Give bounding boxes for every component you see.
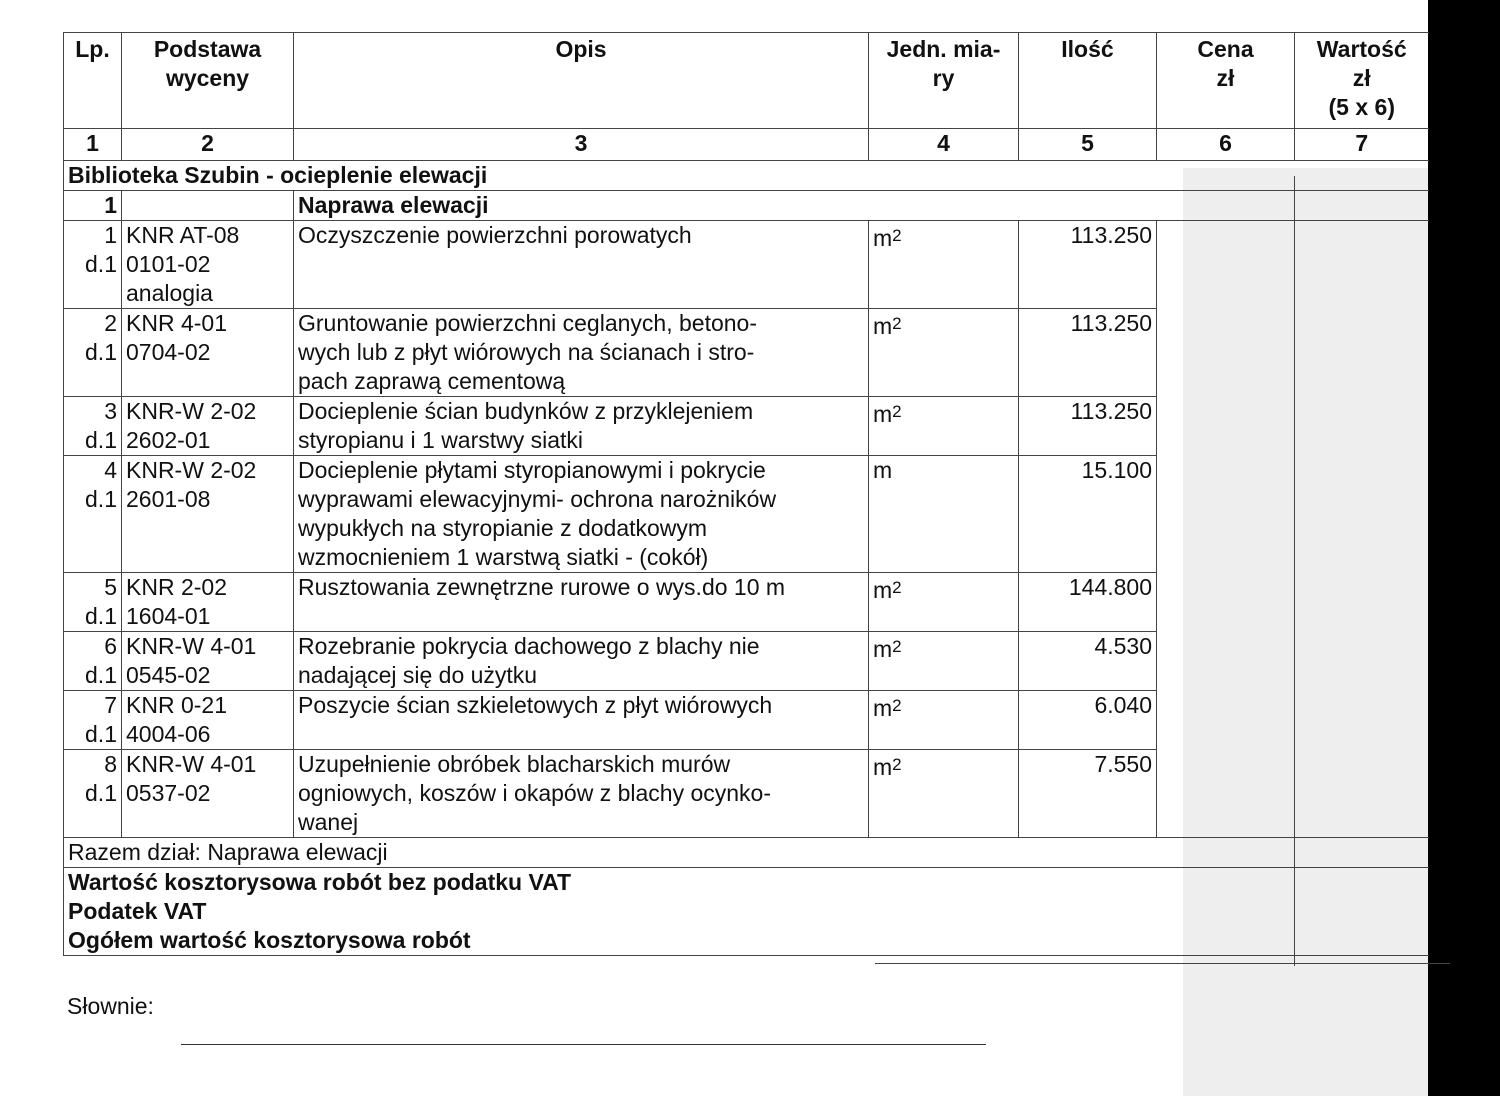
item-number: 2 xyxy=(104,310,117,336)
text-line: Oczyszczenie powierzchni porowatych xyxy=(298,222,692,248)
unit-text: $m^2$ xyxy=(873,636,902,662)
item-number: 3 xyxy=(104,398,117,424)
item-price xyxy=(1157,750,1295,838)
text-line: Rusztowania zewnętrzne rurowe o wys.do 10 m xyxy=(298,574,786,600)
item-price xyxy=(1157,456,1295,573)
project-title-row xyxy=(64,161,1429,191)
slownie-underline xyxy=(181,1044,986,1045)
item-description xyxy=(294,309,869,397)
text-line: 0545-02 xyxy=(126,662,211,688)
column-number-row xyxy=(64,129,1429,161)
item-basis xyxy=(122,573,294,632)
section-total: Razem dział: Naprawa elewacji xyxy=(64,838,1429,868)
item-basis xyxy=(122,456,294,573)
table-row xyxy=(64,691,1429,750)
item-unit xyxy=(869,397,1019,456)
item-quantity: 7.550 xyxy=(1019,750,1157,838)
text-line: KNR-W 4-01 xyxy=(126,633,257,659)
item-unit xyxy=(869,750,1019,838)
table-row xyxy=(64,456,1429,573)
column-number: 7 xyxy=(1295,129,1429,161)
section-number: 1 xyxy=(64,191,122,221)
item-value xyxy=(1295,573,1429,632)
item-subnumber: d.1 xyxy=(85,339,117,365)
item-number: 4 xyxy=(104,457,117,483)
text-line: KNR 4-01 xyxy=(126,310,227,336)
unit-exponent: 2 xyxy=(892,578,902,597)
item-value xyxy=(1295,632,1429,691)
summary-row xyxy=(64,838,1429,868)
item-subnumber: d.1 xyxy=(85,427,117,453)
text-line: Uzupełnienie obróbek blacharskich murów xyxy=(298,751,731,777)
unit-text: m xyxy=(873,457,893,483)
text-line: 0704-02 xyxy=(126,339,211,365)
item-subnumber: d.1 xyxy=(85,780,117,806)
item-lp xyxy=(64,691,122,750)
item-price xyxy=(1157,573,1295,632)
column-number: 4 xyxy=(869,129,1019,161)
text-line: KNR 2-02 xyxy=(126,574,227,600)
header-row xyxy=(64,33,1429,129)
text-line: wyprawami elewacyjnymi- ochrona narożników xyxy=(298,486,777,512)
section-title: Naprawa elewacji xyxy=(294,191,1429,221)
item-lp xyxy=(64,456,122,573)
item-value xyxy=(1295,309,1429,397)
unit-text: $m^2$ xyxy=(873,577,902,603)
header-cena: Cena zł xyxy=(1157,33,1295,129)
item-value xyxy=(1295,221,1429,309)
text-line: wych lub z płyt wiórowych na ścianach i stro- xyxy=(298,339,755,365)
item-subnumber: d.1 xyxy=(85,662,117,688)
table-row xyxy=(64,573,1429,632)
text-line: 2602-01 xyxy=(126,427,211,453)
item-subnumber: d.1 xyxy=(85,721,117,747)
table-row xyxy=(64,397,1429,456)
item-basis xyxy=(122,397,294,456)
item-description xyxy=(294,397,869,456)
gross-value-label: Ogółem wartość kosztorysowa robót xyxy=(64,926,1429,956)
item-number: 6 xyxy=(104,633,117,659)
item-lp xyxy=(64,750,122,838)
table-row xyxy=(64,221,1429,309)
item-unit xyxy=(869,456,1019,573)
text-line: Docieplenie ścian budynków z przyklejeniem xyxy=(298,398,754,424)
item-value xyxy=(1295,397,1429,456)
item-price xyxy=(1157,221,1295,309)
unit-text: $m^2$ xyxy=(873,695,902,721)
item-description xyxy=(294,221,869,309)
header-ilosc: Ilość xyxy=(1019,33,1157,129)
slownie-label: Słownie: xyxy=(67,993,154,1019)
column-number: 2 xyxy=(122,129,294,161)
item-number: 5 xyxy=(104,574,117,600)
table-row xyxy=(64,309,1429,397)
text-line: Gruntowanie powierzchni ceglanych, betono- xyxy=(298,310,757,336)
item-subnumber: d.1 xyxy=(85,486,117,512)
text-line: 1604-01 xyxy=(126,603,211,629)
item-value xyxy=(1295,750,1429,838)
unit-exponent: 2 xyxy=(892,755,902,774)
value-column-divider xyxy=(1294,176,1295,966)
text-line: KNR AT-08 xyxy=(126,222,240,248)
summary-row xyxy=(64,926,1429,956)
unit-text: $m^2$ xyxy=(873,754,902,780)
text-line: analogia xyxy=(126,280,213,306)
item-basis xyxy=(122,632,294,691)
column-number: 6 xyxy=(1157,129,1295,161)
item-unit xyxy=(869,632,1019,691)
item-quantity: 113.250 xyxy=(1019,221,1157,309)
unit-text: $m^2$ xyxy=(873,313,902,339)
item-price xyxy=(1157,691,1295,750)
text-line: 4004-06 xyxy=(126,721,211,747)
item-price xyxy=(1157,632,1295,691)
item-quantity: 6.040 xyxy=(1019,691,1157,750)
item-basis xyxy=(122,309,294,397)
text-line: KNR-W 2-02 xyxy=(126,457,257,483)
header-lp: Lp. xyxy=(64,33,122,129)
item-quantity: 15.100 xyxy=(1019,456,1157,573)
item-unit xyxy=(869,309,1019,397)
item-subnumber: d.1 xyxy=(85,603,117,629)
item-number: 1 xyxy=(104,222,117,248)
text-line: pach zaprawą cementową xyxy=(298,368,566,394)
item-price xyxy=(1157,309,1295,397)
unit-exponent: 2 xyxy=(892,402,902,421)
header-jedn: Jedn. mia- ry xyxy=(869,33,1019,129)
item-lp xyxy=(64,309,122,397)
section-row xyxy=(64,191,1429,221)
item-unit xyxy=(869,691,1019,750)
table-row xyxy=(64,750,1429,838)
column-number: 3 xyxy=(294,129,869,161)
total-underline xyxy=(875,963,1450,964)
text-line: KNR-W 2-02 xyxy=(126,398,257,424)
section-basis-empty xyxy=(122,191,294,221)
item-subnumber: d.1 xyxy=(85,251,117,277)
item-lp xyxy=(64,573,122,632)
item-value xyxy=(1295,456,1429,573)
unit-text: $m^2$ xyxy=(873,401,902,427)
item-basis xyxy=(122,691,294,750)
column-number: 1 xyxy=(64,129,122,161)
item-quantity: 113.250 xyxy=(1019,397,1157,456)
vat-label: Podatek VAT xyxy=(64,897,1429,926)
item-price xyxy=(1157,397,1295,456)
summary-row xyxy=(64,897,1429,926)
text-line: KNR-W 4-01 xyxy=(126,751,257,777)
item-number: 7 xyxy=(104,692,117,718)
item-value xyxy=(1295,691,1429,750)
item-unit xyxy=(869,221,1019,309)
item-lp xyxy=(64,632,122,691)
unit-exponent: 2 xyxy=(892,637,902,656)
text-line: 0537-02 xyxy=(126,780,211,806)
item-quantity: 144.800 xyxy=(1019,573,1157,632)
text-line: 0101-02 xyxy=(126,251,211,277)
unit-exponent: 2 xyxy=(892,314,902,333)
item-quantity: 113.250 xyxy=(1019,309,1157,397)
item-lp xyxy=(64,221,122,309)
item-description xyxy=(294,691,869,750)
column-number: 5 xyxy=(1019,129,1157,161)
item-number: 8 xyxy=(104,751,117,777)
header-opis: Opis xyxy=(294,33,869,129)
text-line: 2601-08 xyxy=(126,486,211,512)
text-line: wanej xyxy=(298,809,359,835)
text-line: ogniowych, koszów i okapów z blachy ocynko- xyxy=(298,780,772,806)
header-wartosc: Wartość zł (5 x 6) xyxy=(1295,33,1429,129)
text-line: KNR 0-21 xyxy=(126,692,227,718)
summary-row xyxy=(64,868,1429,898)
item-description xyxy=(294,750,869,838)
item-description xyxy=(294,573,869,632)
text-line: Rozebranie pokrycia dachowego z blachy nie xyxy=(298,633,760,659)
item-unit xyxy=(869,573,1019,632)
item-basis xyxy=(122,221,294,309)
item-lp xyxy=(64,397,122,456)
text-line: wzmocnieniem 1 warstwą siatki - (cokół) xyxy=(298,544,709,570)
item-description xyxy=(294,632,869,691)
text-line: nadającej się do użytku xyxy=(298,662,538,688)
cost-estimate-table xyxy=(63,32,1429,956)
net-value-label: Wartość kosztorysowa robót bez podatku VAT xyxy=(64,868,1429,898)
header-podstawa: Podstawa wyceny xyxy=(122,33,294,129)
text-line: styropianu i 1 warstwy siatki xyxy=(298,427,584,453)
item-quantity: 4.530 xyxy=(1019,632,1157,691)
item-basis xyxy=(122,750,294,838)
project-title: Biblioteka Szubin - ocieplenie elewacji xyxy=(64,161,1429,191)
unit-exponent: 2 xyxy=(892,696,902,715)
text-line: wypukłych na styropianie z dodatkowym xyxy=(298,515,708,541)
text-line: Docieplenie płytami styropianowymi i pokrycie xyxy=(298,457,766,483)
item-description xyxy=(294,456,869,573)
unit-exponent: 2 xyxy=(892,226,902,245)
unit-text: $m^2$ xyxy=(873,225,902,251)
table-row xyxy=(64,632,1429,691)
scan-edge xyxy=(1428,0,1500,1096)
text-line: Poszycie ścian szkieletowych z płyt wiórowych xyxy=(298,692,773,718)
